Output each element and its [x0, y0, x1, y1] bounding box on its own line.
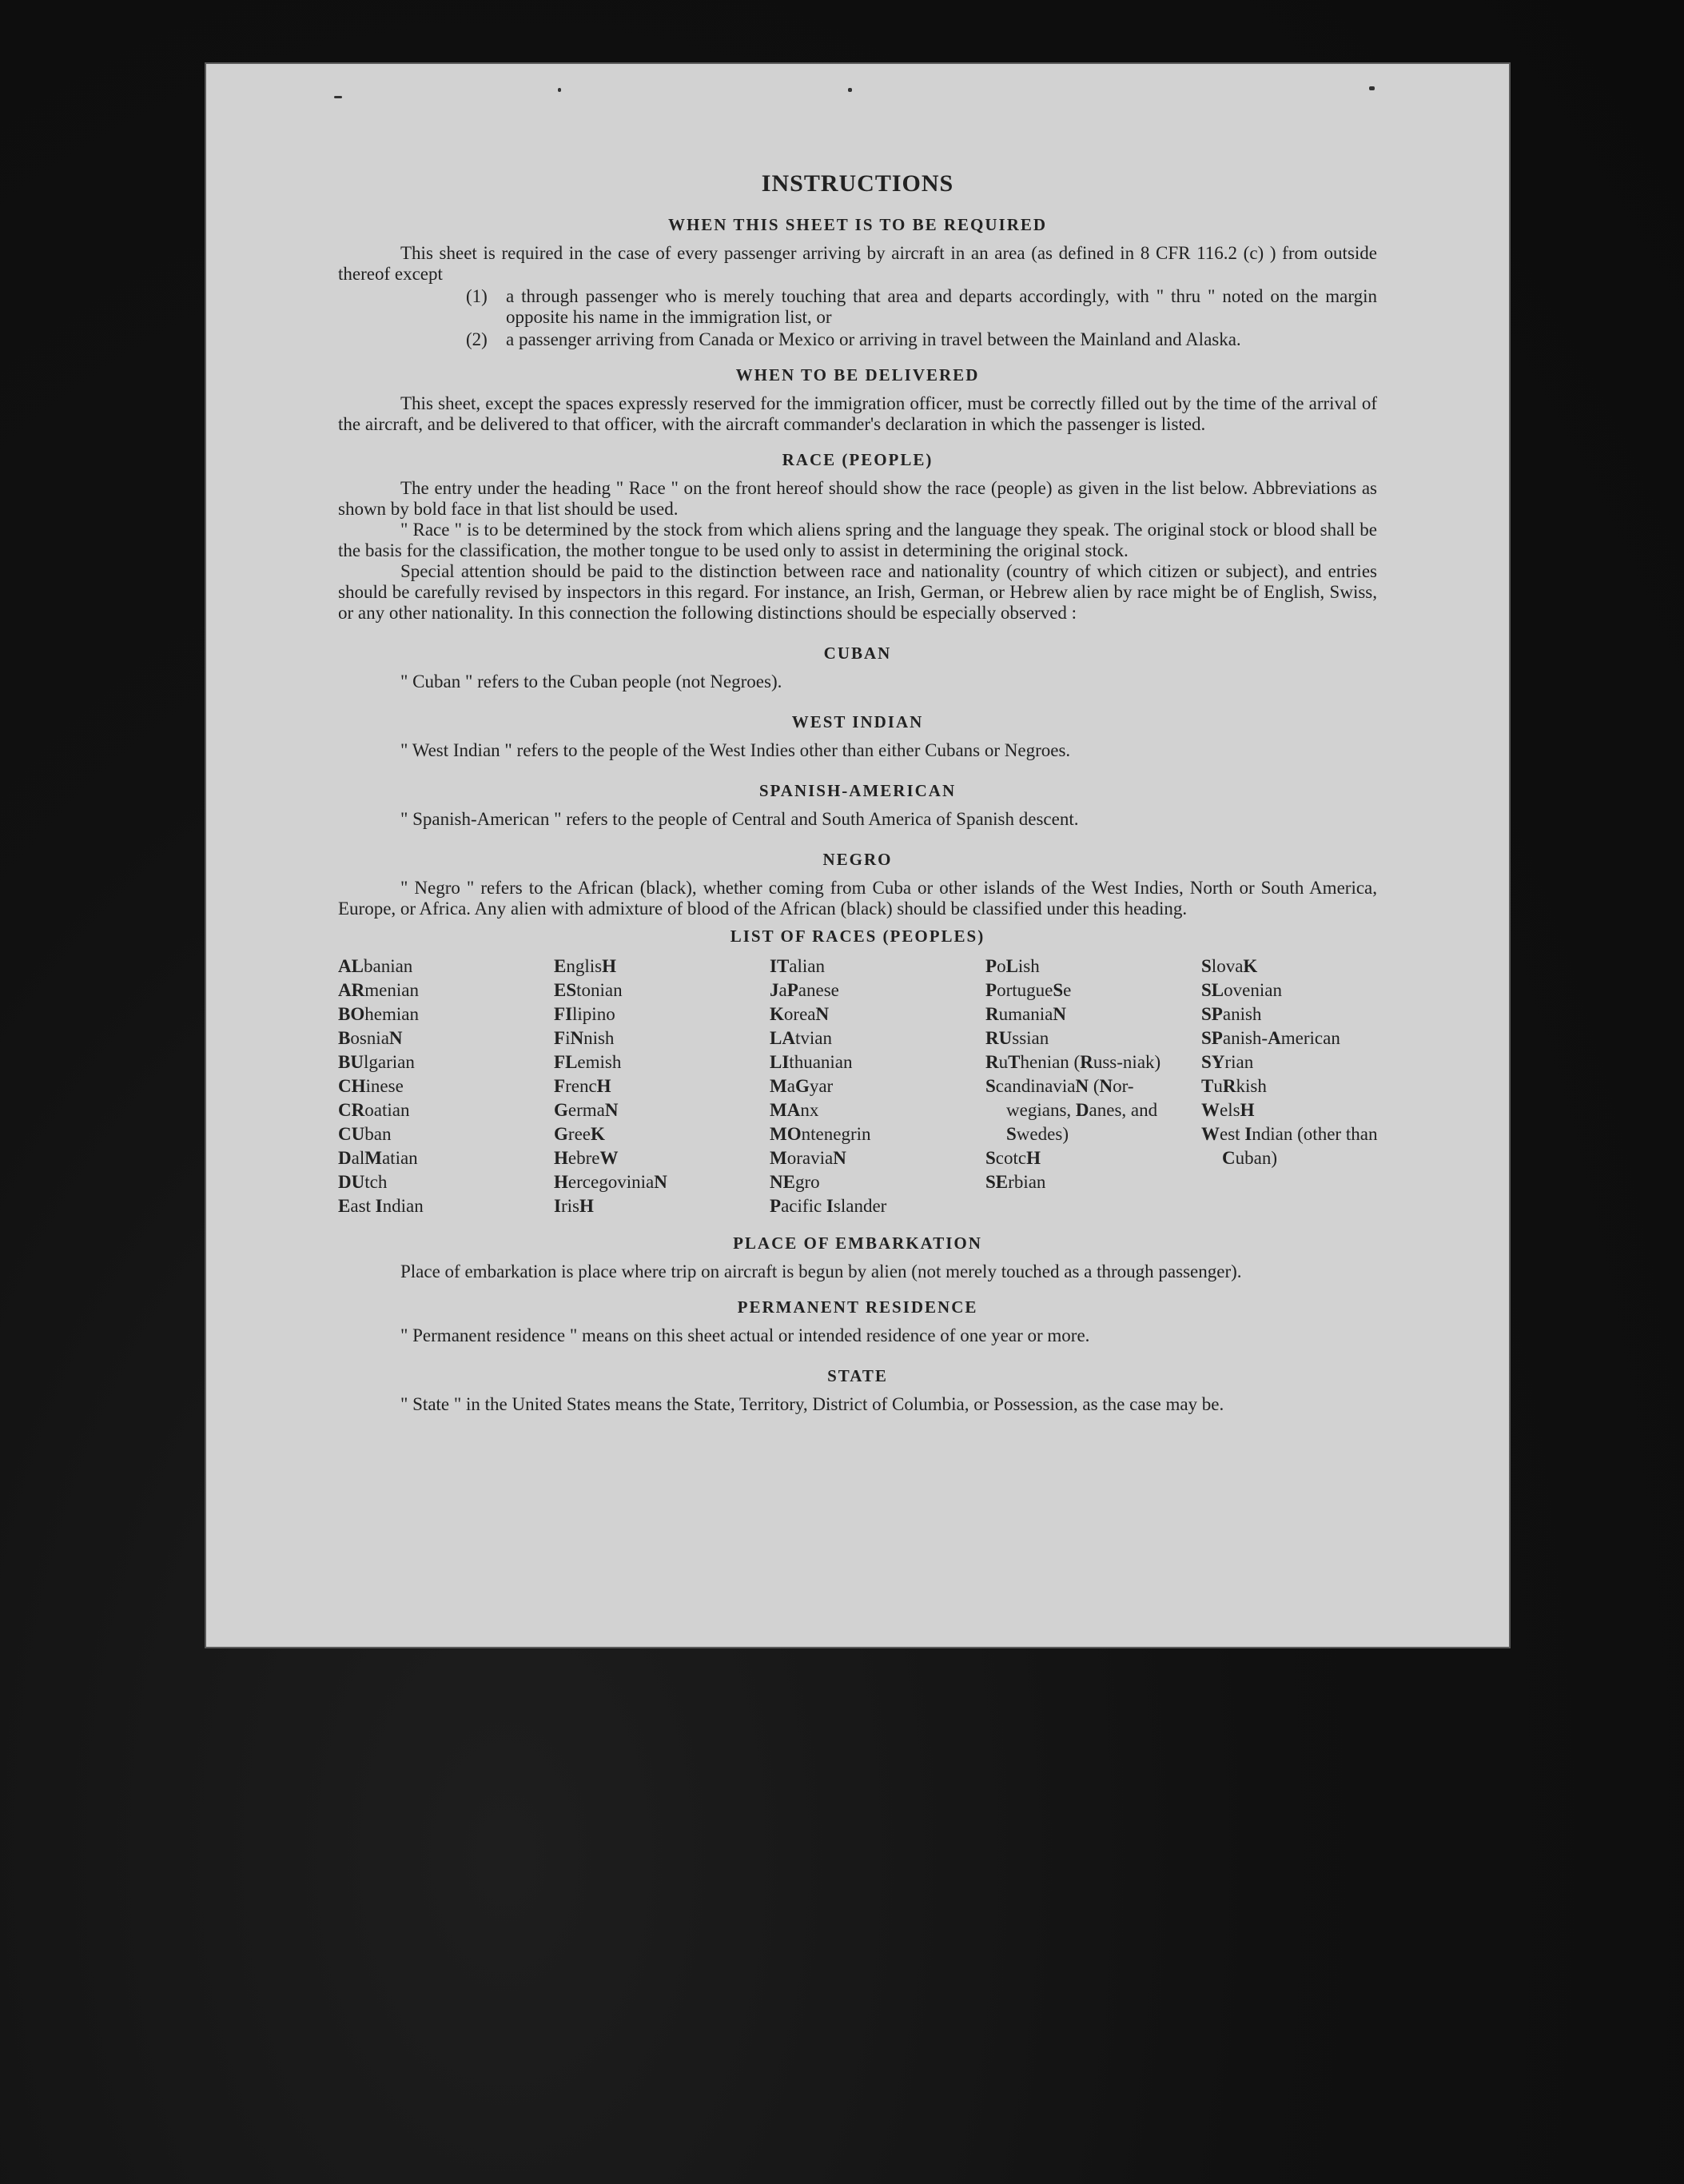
delivered-text: This sheet, except the spaces expressly reserved for the immigration officer, must be correctly filled out by the time of the arrival of the aircraft, and be delivered to that officer, with the aircraft commander's declaration in which the passenger is listed.: [338, 393, 1377, 434]
race-entry: LIthuanian: [770, 1052, 853, 1072]
race-entry: TuRkish: [1201, 1076, 1267, 1096]
race-entry: IrisH: [554, 1196, 594, 1216]
race-entry: GermaN: [554, 1100, 619, 1120]
race-entry: LAtvian: [770, 1028, 832, 1048]
race-entry: PoLish: [985, 956, 1040, 976]
race-entry: SPanish-American: [1201, 1028, 1340, 1048]
heading-west-indian: WEST INDIAN: [791, 712, 924, 731]
race-entry: FiNnish: [554, 1028, 615, 1048]
heading-cuban: CUBAN: [823, 644, 892, 663]
race-entry: WelsH: [1201, 1100, 1255, 1120]
race-entry: RuThenian (Russ-niak): [985, 1052, 1161, 1072]
race-entry: EnglisH: [554, 956, 616, 976]
races-column: [770, 955, 985, 1218]
race-entry: Pacific Islander: [770, 1196, 887, 1216]
race-entry: CHinese: [338, 1076, 404, 1096]
races-column: [985, 955, 1201, 1218]
heading-when-delivered: WHEN TO BE DELIVERED: [735, 365, 980, 385]
race-entry: ARmenian: [338, 980, 419, 1000]
heading-when-required: WHEN THIS SHEET IS TO BE REQUIRED: [667, 215, 1048, 234]
race-entry: West Indian (other than Cuban): [1201, 1124, 1378, 1168]
race-entry: MoraviaN: [770, 1148, 846, 1168]
heading-state: STATE: [827, 1366, 888, 1385]
race-entry: KoreaN: [770, 1004, 830, 1024]
item-number: (2): [466, 329, 488, 349]
race-paragraph-2: " Race " is to be determined by the stock from which aliens spring and the language they speak. The original stock or blood shall be the basis for the classification, the mother tongue to be used only to assist in determining the original stock.: [338, 520, 1377, 560]
required-intro: This sheet is required in the case of every passenger arriving by aircraft in an area (as defined in 8 CFR 116.2 (c) ) from outside thereof except: [338, 243, 1377, 284]
race-entry: BUlgarian: [338, 1052, 415, 1072]
scan-speck: [848, 88, 852, 92]
race-entry: SYrian: [1201, 1052, 1254, 1072]
race-entry: SlovaK: [1201, 956, 1258, 976]
race-entry: PortugueSe: [985, 980, 1072, 1000]
document-page: [206, 64, 1509, 1647]
race-entry: GreeK: [554, 1124, 605, 1144]
cuban-text: " Cuban " refers to the Cuban people (not Negroes).: [400, 672, 782, 691]
race-entry: HercegoviniaN: [554, 1172, 667, 1192]
item-number: (1): [466, 286, 488, 306]
races-list: [338, 955, 1377, 1218]
race-paragraph-1: The entry under the heading " Race " on the front hereof should show the race (people) as given in the list below. Abbreviations as shown by bold face in that list should be used.: [338, 478, 1377, 519]
embarkation-text: Place of embarkation is place where trip on aircraft is begun by alien (not merely touched as a through passenger).: [400, 1261, 1242, 1281]
heading-list-of-races: LIST OF RACES (PEOPLES): [730, 927, 985, 946]
race-entry: SPanish: [1201, 1004, 1262, 1024]
heading-negro: NEGRO: [822, 850, 893, 869]
race-entry: MOntenegrin: [770, 1124, 871, 1144]
races-column: [554, 955, 770, 1218]
item-text: a through passenger who is merely touching that area and departs accordingly, with " thru " noted on the margin opposite his name in the immigration list, or: [506, 286, 1377, 327]
race-entry: DUtch: [338, 1172, 388, 1192]
race-entry: ITalian: [770, 956, 826, 976]
document-content: [338, 168, 1377, 1415]
heading-embarkation: PLACE OF EMBARKATION: [733, 1233, 982, 1253]
heading-spanish-american: SPANISH-AMERICAN: [758, 781, 957, 800]
negro-text: " Negro " refers to the African (black), whether coming from Cuba or other islands of the West Indies, North or South America, Europe, or Africa. Any alien with admixture of blood of the African (black) should be classified under this heading.: [338, 878, 1377, 919]
race-entry: RumaniaN: [985, 1004, 1066, 1024]
item-text: a passenger arriving from Canada or Mexico or arriving in travel between the Mainland and Alaska.: [506, 329, 1241, 349]
race-entry: CRoatian: [338, 1100, 410, 1120]
race-paragraph-3: Special attention should be paid to the distinction between race and nationality (country of which citizen or subject), and entries should be carefully revised by inspectors in this regard. For instance, an Irish, German, or Hebrew alien by race might be of English, Swiss, or any other nationality. In this connection the following distinctions should be especially observed :: [338, 561, 1377, 623]
race-entry: FLemish: [554, 1052, 622, 1072]
race-entry: FIlipino: [554, 1004, 615, 1024]
races-column: [338, 955, 554, 1218]
race-entry: BOhemian: [338, 1004, 419, 1024]
race-entry: ScotcH: [985, 1148, 1041, 1168]
race-entry: BosniaN: [338, 1028, 403, 1048]
race-entry: FrencH: [554, 1076, 611, 1096]
race-entry: EStonian: [554, 980, 623, 1000]
race-entry: JaPanese: [770, 980, 839, 1000]
race-entry: ScandinaviaN (Nor-wegians, Danes, and Swedes): [985, 1076, 1158, 1144]
residence-text: " Permanent residence " means on this sheet actual or intended residence of one year or more.: [400, 1325, 1090, 1345]
race-entry: NEgro: [770, 1172, 820, 1192]
race-entry: ALbanian: [338, 956, 413, 976]
required-item-2: [466, 329, 1377, 350]
race-entry: SLovenian: [1201, 980, 1282, 1000]
race-entry: RUssian: [985, 1028, 1049, 1048]
race-entry: CUban: [338, 1124, 392, 1144]
scan-speck: [1369, 86, 1375, 90]
west-indian-text: " West Indian " refers to the people of the West Indies other than either Cubans or Negroes.: [400, 740, 1071, 760]
race-entry: East Indian: [338, 1196, 424, 1216]
heading-permanent-residence: PERMANENT RESIDENCE: [737, 1297, 978, 1317]
race-entry: HebreW: [554, 1148, 619, 1168]
spanish-american-text: " Spanish-American " refers to the people of Central and South America of Spanish descent.: [400, 809, 1079, 829]
race-entry: MAnx: [770, 1100, 819, 1120]
heading-race: RACE (PEOPLE): [782, 450, 934, 469]
scan-speck: [334, 96, 342, 98]
race-entry: MaGyar: [770, 1076, 834, 1096]
scan-speck: [558, 88, 561, 92]
required-item-1: [466, 286, 1377, 328]
races-column: [1201, 955, 1417, 1218]
page-title: INSTRUCTIONS: [761, 170, 954, 197]
race-entry: DalMatian: [338, 1148, 418, 1168]
state-text: " State " in the United States means the State, Territory, District of Columbia, or Possession, as the case may be.: [400, 1394, 1224, 1414]
race-entry: SErbian: [985, 1172, 1046, 1192]
